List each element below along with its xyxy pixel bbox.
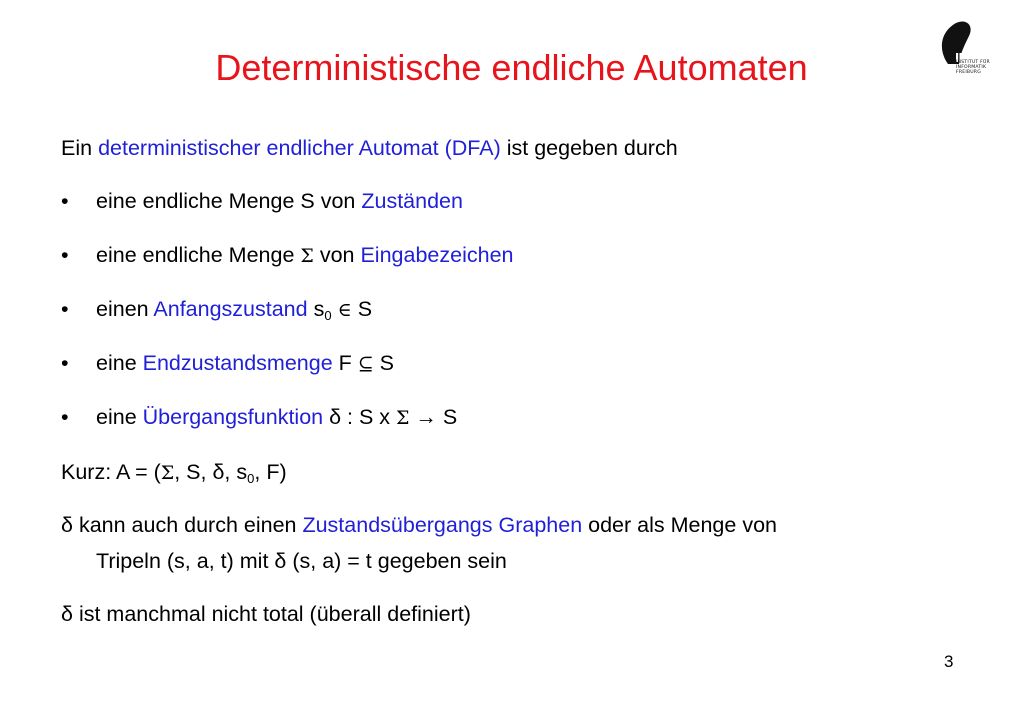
bullet-alphabet: • eine endliche Menge Σ von Eingabezeichen (61, 243, 514, 267)
bullet-transition-function: • eine Übergangsfunktion δ : S x Σ → S (61, 405, 458, 429)
delta-graph-line: δ kann auch durch einen Zustandsübergangs Graphen oder als Menge von (61, 513, 777, 537)
bullet-states: • eine endliche Menge S von Zuständen (61, 189, 463, 213)
kurz-line: Kurz: A = (Σ, S, δ, $s_0$, F) (61, 460, 287, 486)
bullet-final-states: • eine Endzustandsmenge F ⊆ S (61, 351, 395, 375)
delta-total-line: δ ist manchmal nicht total (überall definiert) (61, 602, 471, 626)
dfa-term: deterministischer endlicher Automat (DFA) (98, 136, 501, 160)
logo-text: INSTITUT FÜR INFORMATIK FREIBURG (956, 60, 990, 75)
intro-line: Ein deterministischer endlicher Automat (DFA) ist gegeben durch (61, 136, 678, 160)
iif-logo (934, 20, 994, 80)
bullet-start-state: • einen Anfangszustand $s_0$ ∈ S (61, 297, 373, 323)
delta-graph-line-2: Tripeln (s, a, t) mit δ (s, a) = t gegeben sein (96, 549, 507, 573)
slide-title: Deterministische endliche Automaten (215, 47, 808, 88)
page-number: 3 (944, 652, 954, 671)
